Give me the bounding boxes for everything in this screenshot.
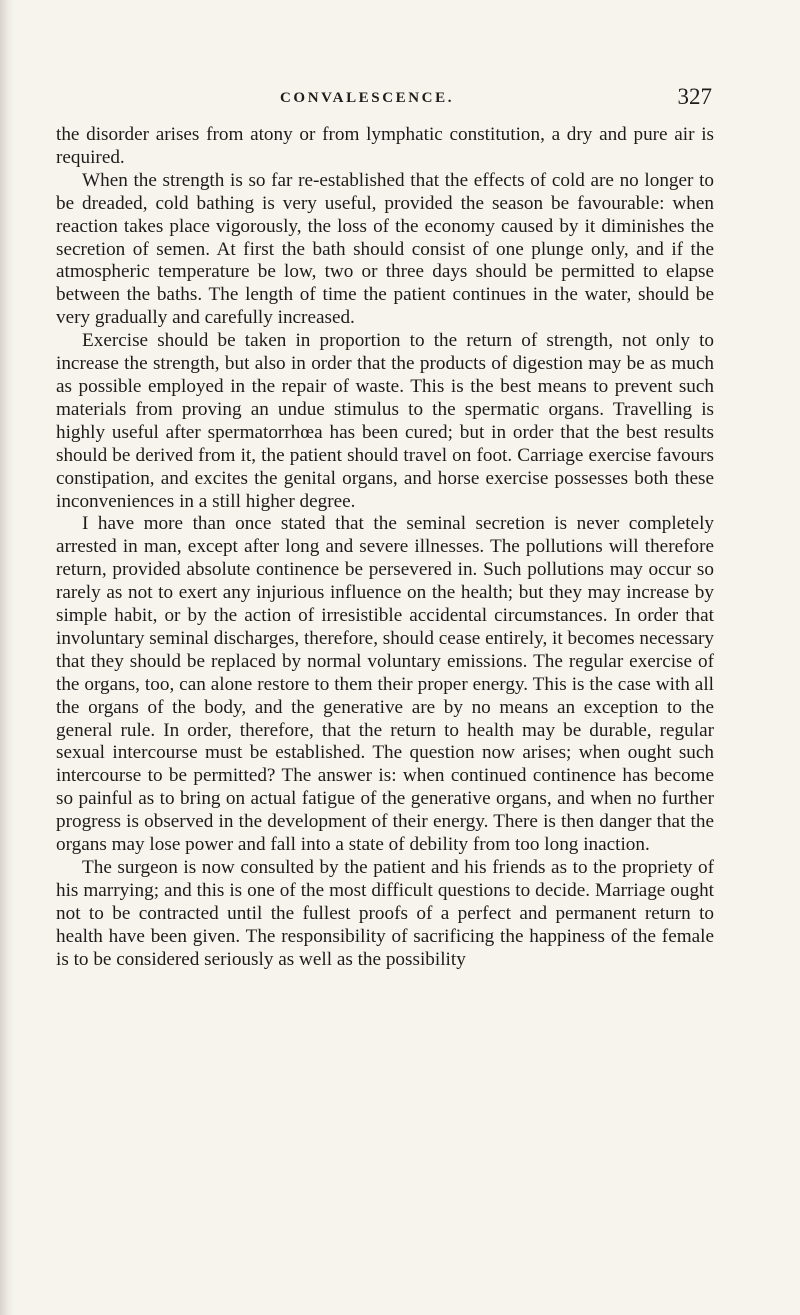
page-header <box>0 84 800 114</box>
paragraph-marriage: The surgeon is now consulted by the patient and his friends as to the propriety of his marrying; and this is one of the most difficult questions to decide. Marriage ought not to be contracted until the fullest proofs of a perfect and permanent return to health have been given. The responsibility of sacrificing the happiness of the female is to be considered seriously as well as the possibility <box>56 857 714 970</box>
paragraph-seminal-secretion: I have more than once stated that the seminal secretion is never completely arrested in man, except after long and severe illnesses. The pollutions will therefore return, provided absolute continence be persevered in. Such pollutions may occur so rarely as not to exert any injurious influence on the health; but they may increase by simple habit, or by the action of irresistible accidental circumstances. In order that involuntary seminal discharges, therefore, should cease entirely, it becomes necessary that they should be replaced by normal voluntary emissions. The regular exercise of the organs, too, can alone restore to them their proper energy. This is the case with all the organs of the body, and the generative are by no means an exception to the general rule. In order, therefore, that the return to health may be durable, regular sexual intercourse must be established. The question now arises; when ought such intercourse to be permitted? The answer is: when continued continence has become so painful as to bring on actual fatigue of the generative organs, and when no further progress is observed in the development of their energy. There is then danger that the organs may lose power and fall into a state of debility from too long inaction. <box>56 513 715 856</box>
page-number: 327 <box>677 84 712 109</box>
paragraph-exercise: Exercise should be taken in proportion to the return of strength, not only to increase the strength, but also in order that the products of digestion may be as much as possible employed in the repair of waste. This is the best means to prevent such materials from proving an undue stimulus to the spermatic organs. Travelling is highly useful after spermatorrhœa has been cured; but in order that the best results should be derived from it, the patient should travel on foot. Carriage exercise favours constipation, and excites the genital organs, and horse exercise possesses both these inconveniences in a still higher degree. <box>56 330 714 512</box>
page-binding-edge <box>0 0 14 1315</box>
paragraph-continuation: the disorder arises from atony or from lymphatic constitution, a dry and pure air is required. <box>56 124 714 168</box>
paragraph-cold-bathing: When the strength is so far re-established that the effects of cold are no longer to be dreaded, cold bathing is very useful, provided the season be favourable: when reaction takes place vigorously, the loss of the economy caused by it diminishes the secretion of semen. At first the bath should consist of one plunge only, and if the atmospheric temperature be low, two or three days should be permitted to elapse between the baths. The length of time the patient continues in the water, should be very gradually and carefully increased. <box>56 169 714 329</box>
running-title: CONVALESCENCE. <box>280 90 455 106</box>
body-text <box>56 124 714 972</box>
